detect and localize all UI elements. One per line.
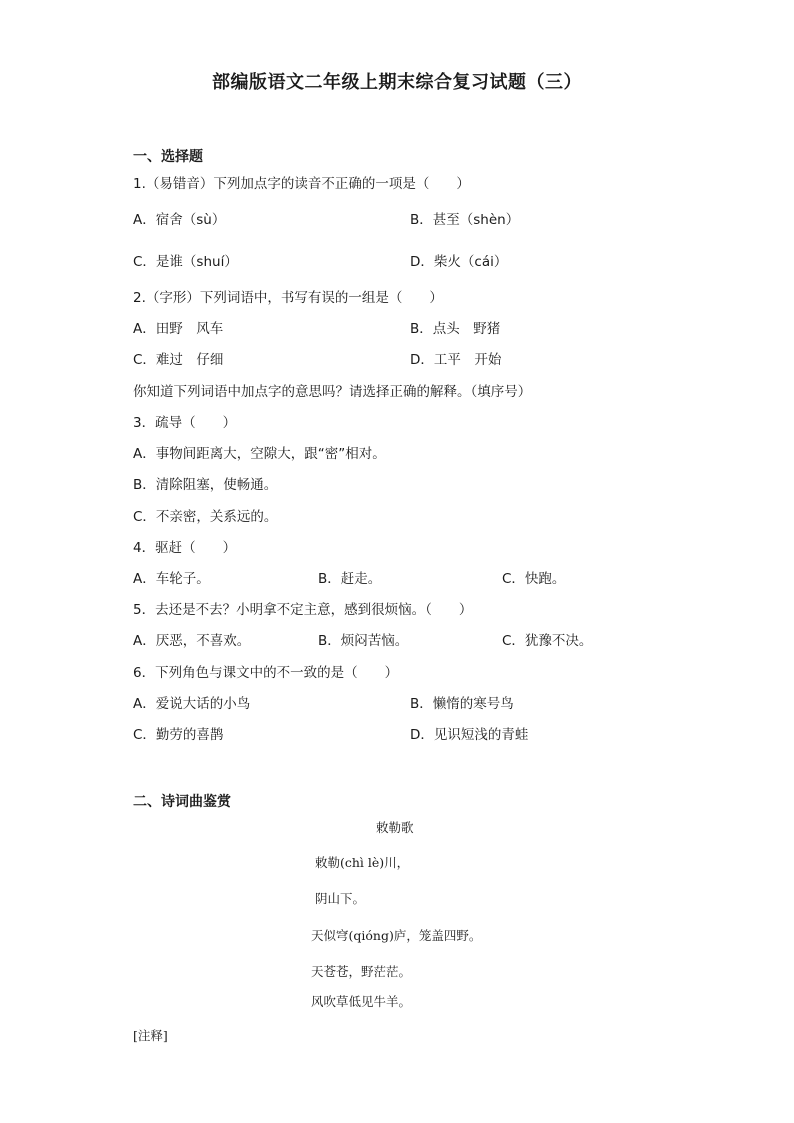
- page-title: 部编版语文二年级上期末综合复习试题（三）: [212, 72, 582, 93]
- question-5-option-a: A．厌恶，不喜欢。: [133, 633, 251, 649]
- question-2-option-b: B．点头 野猪: [410, 321, 501, 337]
- question-3-option-c: C．不亲密，关系远的。: [133, 509, 278, 525]
- question-5-option-b: B．烦闷苦恼。: [318, 633, 409, 649]
- question-2-option-d: D．工平 开始: [410, 352, 502, 368]
- question-6-option-a: A．爱说大话的小鸟: [133, 696, 251, 712]
- question-1-option-a: A．宿舍（sù）: [133, 212, 226, 228]
- poem-line-1: 敕勒(chì lè)川，: [315, 855, 410, 870]
- question-4-option-b: B．赶走。: [318, 571, 382, 587]
- section-heading-poetry: 二、诗词曲鉴赏: [133, 794, 231, 810]
- question-3-stem: 3．疏导（ ）: [133, 415, 237, 431]
- question-4-option-c: C．快跑。: [502, 571, 566, 587]
- question-6-option-c: C．勤劳的喜鹊: [133, 727, 224, 743]
- question-5-stem: 5．去还是不去？小明拿不定主意，感到很烦恼。（ ）: [133, 602, 473, 618]
- poem-line-3: 天似穹(qióng)庐，笼盖四野。: [311, 928, 482, 943]
- question-1-option-b: B．甚至（shèn）: [410, 212, 520, 228]
- question-2-stem: 2.（字形）下列词语中，书写有误的一组是（ ）: [133, 290, 443, 306]
- question-4-stem: 4．驱赶（ ）: [133, 540, 237, 556]
- poem-line-5: 风吹草低见牛羊。: [311, 994, 412, 1009]
- question-1-stem: 1.（易错音）下列加点字的读音不正确的一项是（ ）: [133, 176, 470, 192]
- question-1-option-d: D．柴火（cái）: [410, 254, 508, 270]
- question-3-option-a: A．事物间距离大，空隙大，跟“密”相对。: [133, 446, 386, 462]
- question-2-option-c: C．难过 仔细: [133, 352, 224, 368]
- poem-line-2: 阴山下。: [315, 891, 366, 906]
- question-4-option-a: A．车轮子。: [133, 571, 210, 587]
- question-6-stem: 6．下列角色与课文中的不一致的是（ ）: [133, 665, 399, 681]
- question-1-option-c: C．是谁（shuí）: [133, 254, 238, 270]
- question-5-option-c: C．犹豫不决。: [502, 633, 593, 649]
- annotation-label: [注释]: [133, 1028, 168, 1043]
- instruction-text: 你知道下列词语中加点字的意思吗？请选择正确的解释。（填序号）: [133, 384, 532, 400]
- section-heading-choice: 一、选择题: [133, 149, 203, 165]
- question-6-option-d: D．见识短浅的青蛙: [410, 727, 529, 743]
- question-3-option-b: B．清除阻塞，使畅通。: [133, 477, 278, 493]
- poem-title: 敕勒歌: [376, 820, 414, 835]
- question-2-option-a: A．田野 风车: [133, 321, 224, 337]
- question-6-option-b: B．懒惰的寒号鸟: [410, 696, 514, 712]
- poem-line-4: 天苍苍，野茫茫。: [311, 964, 412, 979]
